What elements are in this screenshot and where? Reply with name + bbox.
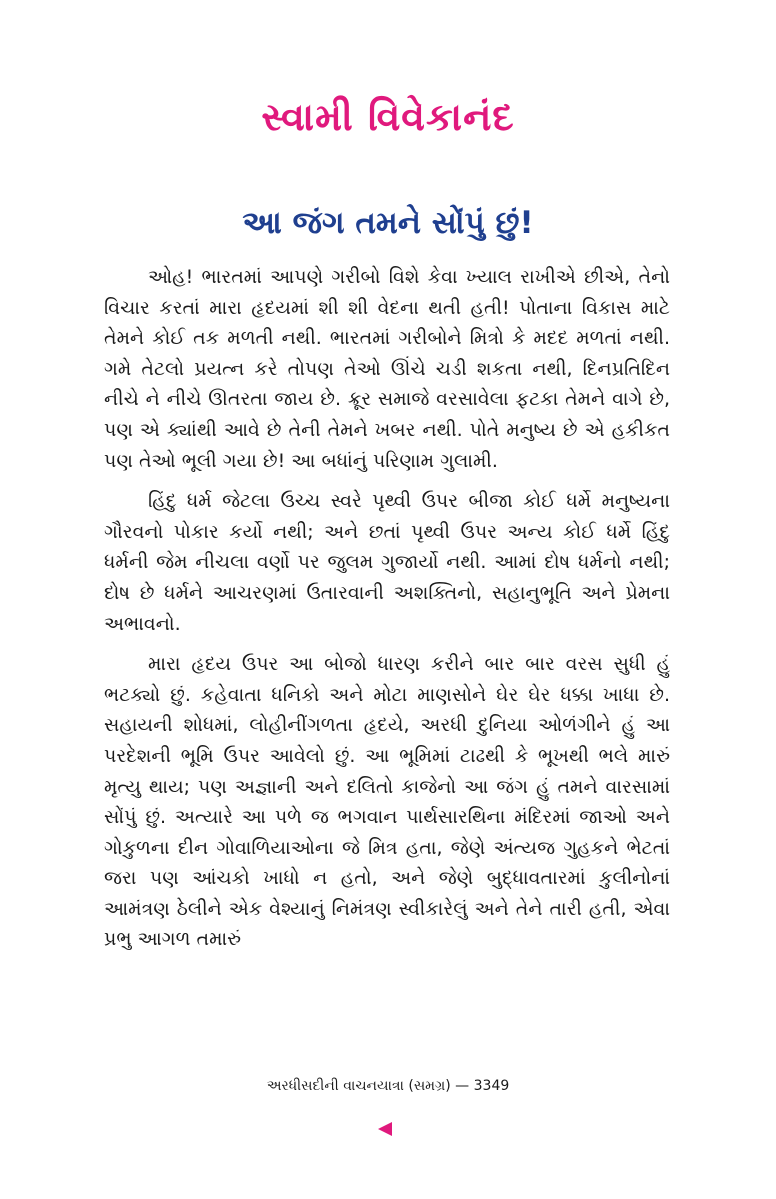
page-footer: અરધીસદીની વાચનયાત્રા (સમગ્ર) — 3349 <box>266 1078 510 1094</box>
paragraph-2: હિંદુ ધર્મ જેટલા ઉચ્ચ સ્વરે પૃથ્વી ઉપર બીજા કોઈ ધર્મે મનુષ્યના ગૌરવનો પોકાર કર્યો નથી; અને છતાં પૃથ્વી ઉપર અન્ય કોઈ ધર્મે હિંદુ ધર્મની જેમ નીચલા વર્ણો પર જુલમ ગુજાર્યો નથી. આમાં દોષ ધર્મનો નથી; દોષ છે ધર્મને આચરણમાં ઉતારવાની અશક્તિનો, સહાનુભૂતિ અને પ્રેમના અભાવનો. <box>104 490 670 635</box>
chapter-title: આ જંગ તમને સોંપું છું! <box>242 205 534 241</box>
paragraph-1: ઓહ! ભારતમાં આપણે ગરીબો વિશે કેવા ખ્યાલ રાખીએ છીએ, તેનો વિચાર કરતાં મારા હૃદયમાં શી શી વેદના થતી હતી! પોતાના વિકાસ માટે તેમને કોઈ તક મળતી નથી. ભારતમાં ગરીબોને મિત્રો કે મદદ મળતાં નથી. ગમે તેટલો પ્રયત્ન કરે તોપણ તેઓ ઊંચે ચડી શકતા નથી, દિનપ્રતિદિન નીચે ને નીચે ઊતરતા જાય છે. ક્રૂર સમાજે વરસાવેલા ફટકા તેમને વાગે છે, પણ એ ક્યાંથી આવે છે તેની તેમને ખબર નથી. પોતે મનુષ્ય છે એ હકીકત પણ તેઓ ભૂલી ગયા છે! આ બધાંનું પરિણામ ગુલામી. <box>104 266 670 472</box>
previous-page-arrow-icon[interactable] <box>378 1122 392 1136</box>
paragraph-3: મારા હૃદય ઉપર આ બોજો ધારણ કરીને બાર બાર વરસ સુધી હું ભટક્યો છું. કહેવાતા ધનિકો અને મોટા માણસોને ઘેર ઘેર ધક્કા ખાધા છે. સહાયની શોધમાં, લોહીનીંગળતા હૃદયે, અરધી દુનિયા ઓળંગીને હું આ પરદેશની ભૂમિ ઉપર આવેલો છું. આ ભૂમિમાં ટાઢથી કે ભૂખથી ભલે મારું મૃત્યુ થાય; પણ અજ્ઞાની અને દલિતો કાજેનો આ જંગ હું તમને વારસામાં સોંપું છું. અત્યારે આ પળે જ ભગવાન પાર્થસારથિના મંદિરમાં જાઓ અને ગોકુળના દીન ગોવાળિયાઓના જે મિત્ર હતા, જેણે અંત્યજ ગુહકને ભેટતાં જરા પણ આંચકો ખાધો ન હતો, અને જેણે બુદ્ધાવતારમાં કુલીનોનાં આમંત્રણ ઠેલીને એક વેશ્યાનું નિમંત્રણ સ્વીકારેલું અને તેને તારી હતી, એવા પ્રભુ આગળ તમારું <box>104 653 670 951</box>
page-title: સ્વામી વિવેકાનંદ <box>261 95 515 139</box>
body-text <box>104 262 670 965</box>
